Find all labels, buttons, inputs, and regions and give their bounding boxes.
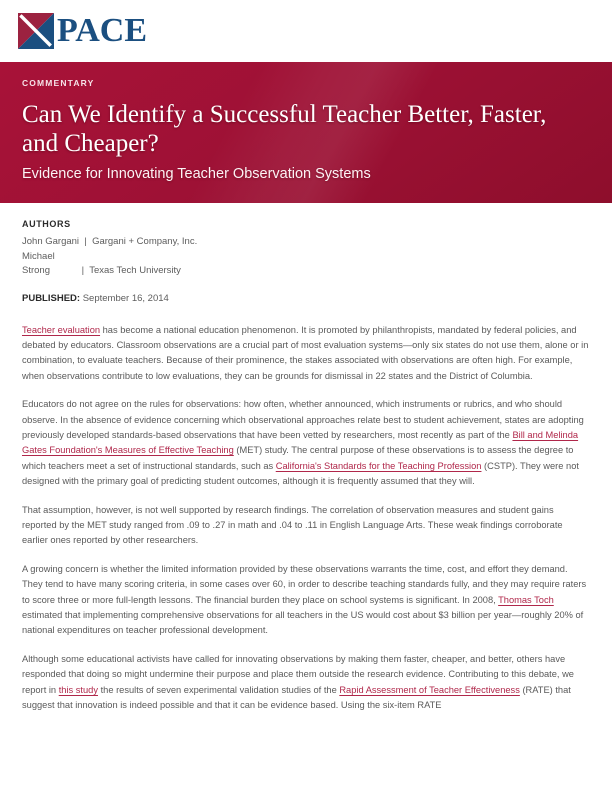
body-paragraph <box>22 323 590 385</box>
body-paragraph <box>22 562 590 639</box>
body-link[interactable]: this study <box>58 684 98 695</box>
body-text: Although some educational activists have called for innovating observations by making them faster, cheaper, and better, others have responded that doing so might undermine their purpose and place them outside the research evidence. Contributing to this debate, we report in <box>22 653 574 695</box>
body-text: (MET) study. The central purpose of these observations is to assess the degree to which teachers meet a set of instructional standards, such as <box>22 445 574 471</box>
author-line: Strong | Texas Tech University <box>22 265 181 276</box>
body-link[interactable]: Thomas Toch <box>498 594 554 605</box>
pace-logo[interactable] <box>18 13 147 49</box>
article-body <box>22 306 590 714</box>
body-link[interactable]: Bill and Melinda Gates Foundation's Measures of Effective Teaching <box>22 429 579 456</box>
body-text: the results of seven experimental validation studies of the <box>97 684 340 695</box>
site-header <box>0 0 612 62</box>
published-date: September 16, 2014 <box>82 292 169 304</box>
body-text: (RATE) that suggest that innovation is indeed possible and that it can be evidence based. Using the six-item RATE <box>22 684 571 711</box>
article-banner <box>0 62 612 203</box>
author-line: Michael <box>22 250 55 262</box>
body-link[interactable]: Rapid Assessment of Teacher Effectiveness <box>339 684 520 695</box>
author-line: John Gargani | Gargani + Company, Inc. <box>22 236 198 247</box>
authors-heading: AUTHORS <box>22 219 71 229</box>
body-text: A growing concern is whether the limited information provided by these observations warrants the time, cost, and effort they demand. They tend to have many scoring criteria, in some cases over 60, in order to describe teaching standards fully, and they may require raters to score three or more full-length lessons. The financial burden they place on school systems is significant. In 2008, <box>22 563 587 605</box>
article-kicker: COMMENTARY <box>22 78 95 88</box>
body-paragraph <box>22 652 590 714</box>
authors-list <box>22 235 590 279</box>
body-paragraph <box>22 503 590 549</box>
body-text: Educators do not agree on the rules for observations: how often, whether announced, which instruments or rubrics, and who should observe. In the absence of evidence concerning which observational approaches relate best to student achievement, states are adopting previously developed standards-based observations that have been vetted by researchers, most recently as part of the <box>22 399 584 440</box>
body-text: estimated that implementing comprehensive observations for all teachers in the US would cost about $3 billion per year—roughly 20% of national expenditures on teacher professional development. <box>22 610 584 636</box>
body-text: has become a national education phenomenon. It is promoted by philanthropists, mandated by federal policies, and debated by educators. Classroom observations are a crucial part of most evaluation systems—only six states do not use them, alone or in combination, to evaluate teachers. Because of their prominence, the stakes associated with observations are often high. For example, when observations contribute to low evaluations, they can be grounds for dismissal in 22 states and the District of Columbia. <box>22 324 589 381</box>
published-line <box>22 292 590 306</box>
article-subtitle: Evidence for Innovating Teacher Observation Systems <box>22 166 371 182</box>
body-link[interactable]: Teacher evaluation <box>22 324 101 335</box>
article-content <box>0 203 612 713</box>
article-title: Can We Identify a Successful Teacher Better, Faster, and Cheaper? <box>22 101 547 157</box>
pace-logo-mark-icon <box>18 13 54 49</box>
article-meta <box>22 203 590 306</box>
pace-logo-wordmark: PACE <box>57 12 148 49</box>
body-text: That assumption, however, is not well supported by research findings. The correlation of observation measures and student gains reported by the MET study ranged from .09 to .27 in math and .04 to .11 in English Language Arts. These weak findings corroborate earlier ones reported by other researchers. <box>22 504 563 546</box>
body-text: (CSTP). They were not designed with the primary goal of predicting student outcomes, although it is frequently assumed that they will. <box>22 460 579 487</box>
published-label: PUBLISHED: <box>22 292 81 304</box>
body-paragraph <box>22 397 590 489</box>
body-link[interactable]: California's Standards for the Teaching Profession <box>275 460 482 471</box>
